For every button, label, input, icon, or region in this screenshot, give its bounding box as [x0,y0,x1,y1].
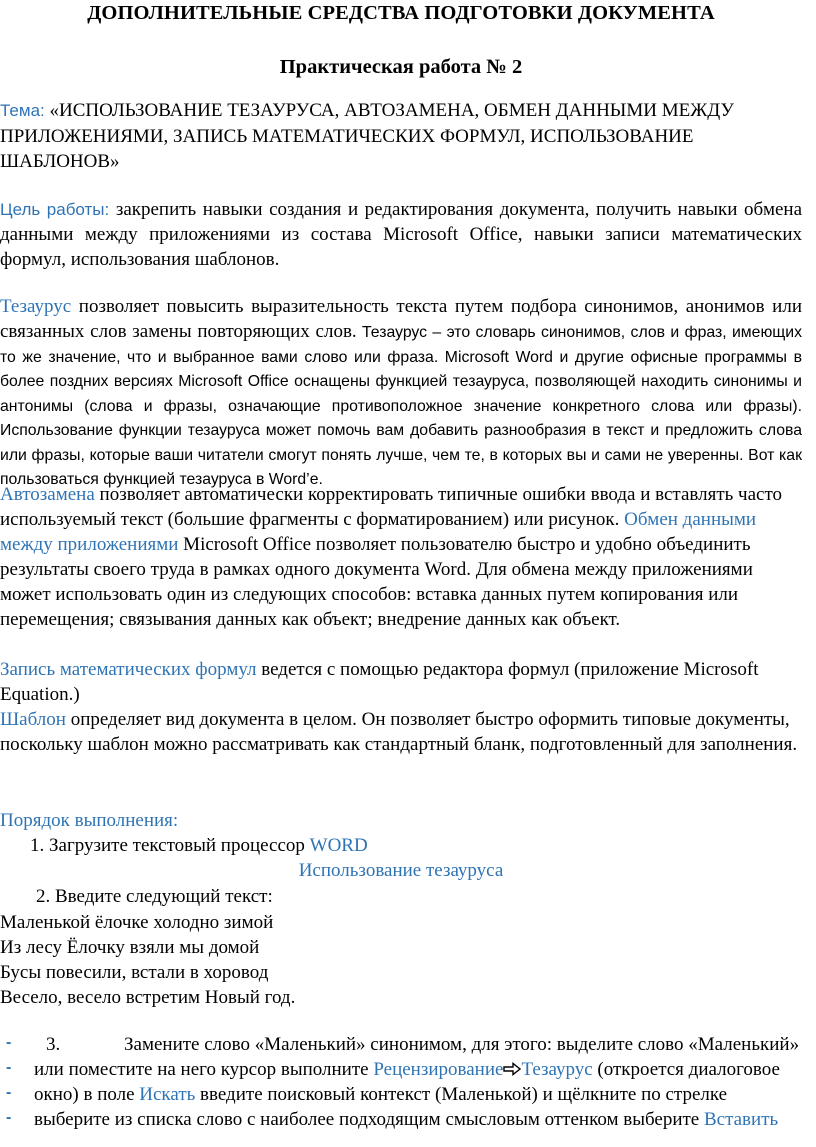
section-thesaurus-heading: Использование тезауруса [298,860,504,881]
exchange-label: Обмен данными между приложениями [0,509,757,555]
dash-bullet: - [6,1034,12,1051]
step-3-text-a: Замените слово «Маленький» синонимом, для этого: выделите слово «Маленький» или поместите на него курсор выполните [34,1034,800,1080]
template-paragraph [0,707,802,757]
dash-bullet: - [6,1084,12,1101]
step-3 [34,1032,804,1132]
step-1-app: WORD [309,835,368,856]
step-3-text-b: (откроется диалоговое окно) в поле [34,1059,780,1105]
thesaurus-text-sans: Тезаурус – это словарь синонимов, слов и фраз, имеющих то же значение, что и выбранное вами слово или фраза. Microsoft Word и другие офисные программы в более поздних версиях Microsoft Office оснащены функцией тезауруса, позволяющей находить синонимы и антонимы (слова и фразы, означающие противоположное значение конкретного слова или фразы). Использование функции тезауруса может помочь вам добавить разнообразия в текст и предложить слова или фразы, которые ваши читатели смогут понять лучше, чем те, в которых вы и сами не уверенны. Вот как пользоваться функцией тезауруса в Word’е. [0,324,803,488]
poem-line: Из лесу Ёлочку взяли мы домой [0,937,260,958]
exchange-text: Microsoft Office позволяет пользователю быстро и удобно объединить результаты своего труда в рамках одного документа Word. Для обмена между приложениями может использовать один из следующих способов: вставка данных путем копирования или перемещения; связывания данных как объект; внедрение данных как объект. [0,534,753,630]
poem-line: Весело, весело встретим Новый год. [0,987,296,1008]
autocorrect-paragraph [0,482,802,632]
theme-text: «ИСПОЛЬЗОВАНИЕ ТЕЗАУРУСА, АВТОЗАМЕНА, ОБМЕН ДАННЫМИ МЕЖДУ ПРИЛОЖЕНИЯМИ, ЗАПИСЬ МАТЕМАТИЧЕСКИХ ФОРМУЛ, ИСПОЛЬЗОВАНИЕ ШАБЛОНОВ» [0,100,734,172]
formulas-text: ведется с помощью редактора формул (приложение Microsoft Equation.) [0,659,759,705]
autocorrect-text: позволяет автоматически корректировать типичные ошибки ввода и вставлять часто используемый текст (большие фрагменты с форматированием) или рисунок. [0,484,783,530]
document-title: ДОПОЛНИТЕЛЬНЫЕ СРЕДСТВА ПОДГОТОВКИ ДОКУМЕНТА [87,2,715,24]
step-1 [30,833,800,858]
step-3-text-c: введите поисковый контекст (Маленькой) и щёлкните по стрелке выберите из списка слово с наиболее подходящим смысловым оттенком выберите [34,1084,728,1130]
step-3-number: 3. [46,1034,61,1055]
thesaurus-label: Тезаурус [0,296,72,317]
arrow-right-icon [503,1062,521,1076]
poem-line: Бусы повесили, встали в хоровод [0,962,269,983]
template-label: Шаблон [0,709,66,730]
template-text: определяет вид документа в целом. Он позволяет быстро оформить типовые документы, поскольку шаблон можно рассматривать как стандартный бланк, подготовленный для заполнения. [0,709,798,755]
dash-bullet: - [6,1059,12,1076]
dash-bullet: - [6,1109,12,1126]
poem-line: Маленькой ёлочке холодно зимой [0,912,274,933]
formulas-paragraph [0,657,802,707]
thesaurus-paragraph [0,294,802,493]
document-subtitle: Практическая работа № 2 [279,56,523,78]
field-search: Искать [139,1084,196,1105]
goal-paragraph [0,197,802,272]
bullet-column [6,1034,16,1134]
theme-paragraph [0,98,802,175]
formulas-label: Запись математических формул [0,659,257,680]
step-1-text: 1. Загрузите текстовый процессор [30,835,310,856]
menu-thesaurus: Тезаурус [521,1059,593,1080]
goal-text: закрепить навыки создания и редактирования документа, получить навыки обмена данными между приложениями из состава Microsoft Office, навыки записи математических формул, использования шаблонов. [0,199,803,270]
menu-review: Рецензирование [373,1059,504,1080]
step-2: 2. Введите следующий текст: [36,886,273,907]
goal-label: Цель работы: [0,200,110,219]
autocorrect-label: Автозамена [0,484,95,505]
theme-label: Тема: [0,101,45,120]
poem [0,910,802,1010]
insert-button-label: Вставить [703,1109,779,1130]
thesaurus-text-serif: позволяет повысить выразительность текста путем подбора синонимов, анонимов или связанных слов замены повторяющих слов. [0,296,802,342]
procedure-heading: Порядок выполнения: [0,810,179,831]
